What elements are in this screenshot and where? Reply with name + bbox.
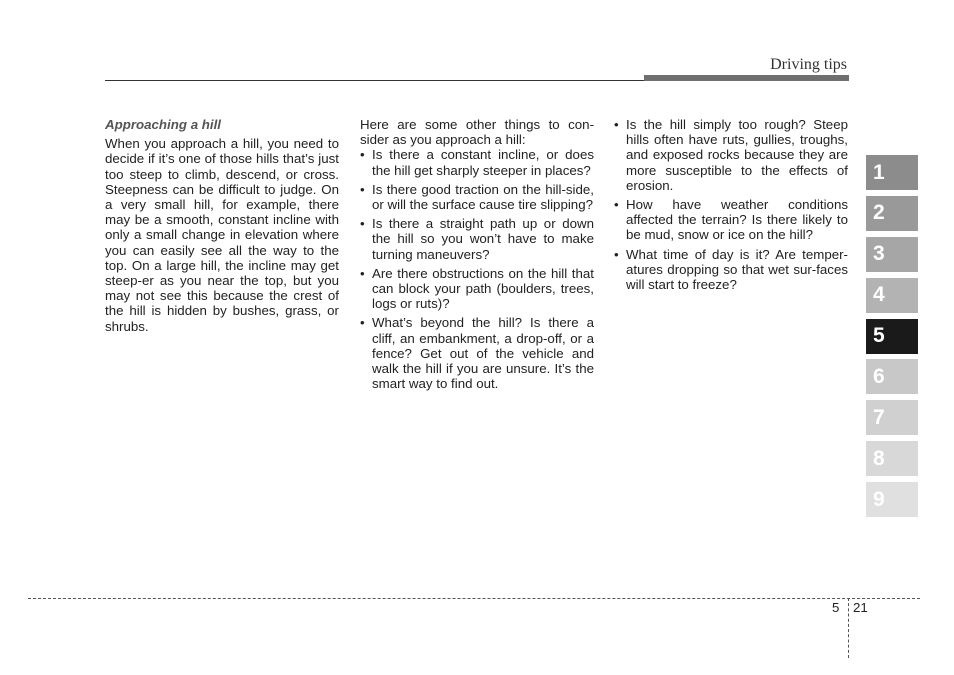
chapter-tab-8[interactable]: 8	[866, 441, 918, 476]
intro-paragraph: Here are some other things to con-sider as you approach a hill:	[360, 117, 594, 148]
chapter-tab-2[interactable]: 2	[866, 196, 918, 231]
section-title: Driving tips	[770, 56, 847, 73]
list-item: • Is the hill simply too rough? Steep hills often have ruts, gullies, troughs, and exposed rocks because they are more susceptible to the effects of erosion.	[614, 117, 848, 193]
chapter-tab-5-active[interactable]: 5	[866, 319, 918, 354]
list-item: • Is there a straight path up or down the hill so you won’t have to make turning maneuvers?	[360, 216, 594, 262]
chapter-tab-3[interactable]: 3	[866, 237, 918, 272]
chapter-tab-1[interactable]: 1	[866, 155, 918, 190]
footer-rule	[28, 598, 920, 599]
list-item: • Is there good traction on the hill-side, or will the surface cause tire slipping?	[360, 182, 594, 212]
header-accent-bar	[644, 75, 849, 81]
footer-divider	[848, 598, 849, 658]
list-item: • Are there obstructions on the hill that can block your path (boulders, trees, logs or ruts)?	[360, 266, 594, 312]
column-2	[360, 117, 594, 395]
header-rule	[105, 80, 645, 81]
list-item: • Is there a constant incline, or does the hill get sharply steeper in places?	[360, 147, 594, 177]
list-item: • What time of day is it? Are temper-atures dropping so that wet sur-faces will start to freeze?	[614, 247, 848, 293]
chapter-tabs	[866, 155, 918, 523]
chapter-tab-4[interactable]: 4	[866, 278, 918, 313]
bullet-list	[614, 117, 848, 292]
body-paragraph: When you approach a hill, you need to decide if it’s one of those hills that’s just too steep to climb, descend, or cross. Steepness can be difficult to judge. On a very small hill, for example, there may be a smooth, constant incline with only a small change in elevation where you can easily see all the way to the top. On a large hill, the incline may get steep-er as you near the top, but you may not see this because the crest of the hill is hidden by bushes, grass, or shrubs.	[105, 136, 339, 334]
chapter-tab-9[interactable]: 9	[866, 482, 918, 517]
column-3	[614, 117, 848, 296]
column-1	[105, 117, 339, 334]
bullet-list	[360, 147, 594, 391]
list-item: • What’s beyond the hill? Is there a cliff, an embankment, a drop-off, or a fence? Get out of the vehicle and walk the hill if you are unsure. It’s the smart way to find out.	[360, 315, 594, 391]
chapter-tab-6[interactable]: 6	[866, 359, 918, 394]
chapter-tab-7[interactable]: 7	[866, 400, 918, 435]
subheading: Approaching a hill	[105, 117, 221, 132]
list-item: • How have weather conditions affected the terrain? Is there likely to be mud, snow or ice on the hill?	[614, 197, 848, 243]
chapter-number: 5	[832, 600, 840, 615]
page-number: 21	[853, 600, 868, 615]
